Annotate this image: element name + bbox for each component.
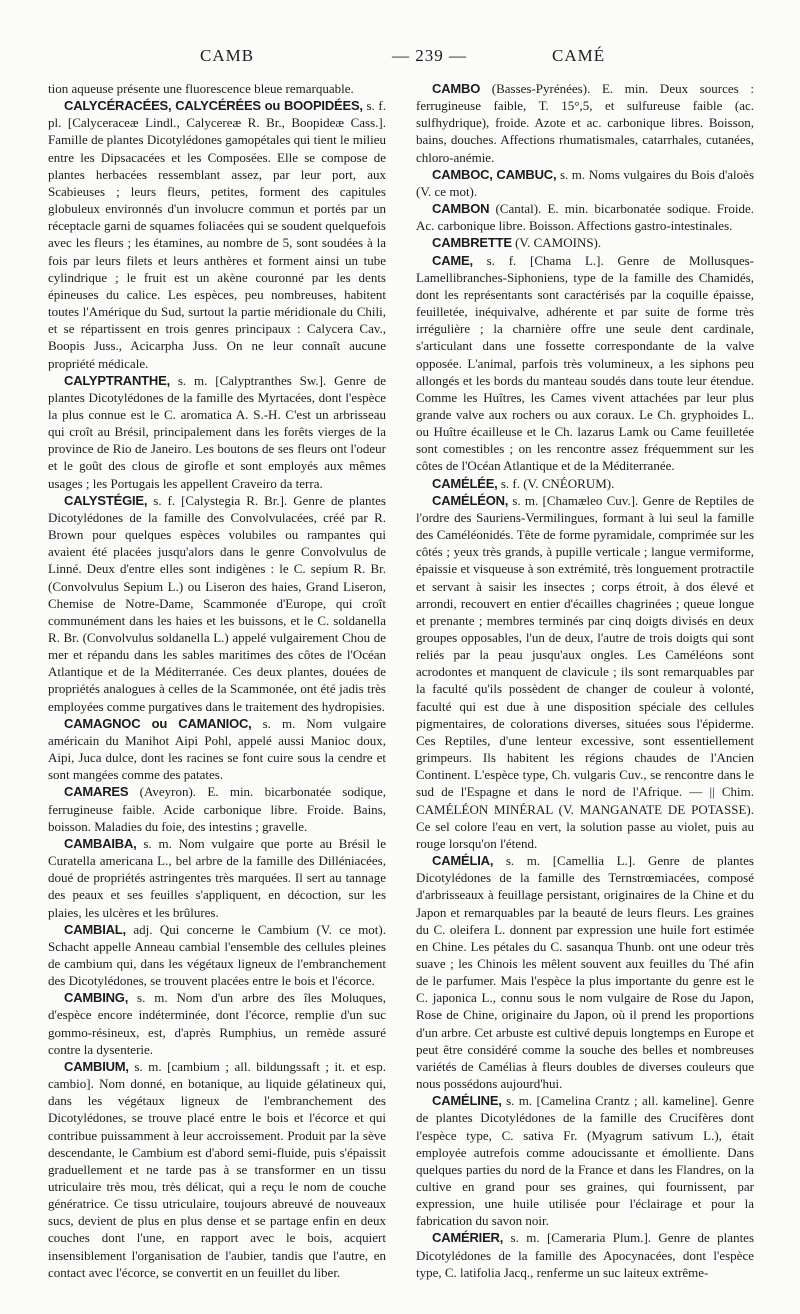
dictionary-entry [416, 492, 754, 852]
entry-text: s. m. [cambium ; all. bildungssaft ; it. et esp. cambio]. Nom donné, en botanique, au liquide gélatineux qui, dans les végétaux ligneux de l'embranchement des Dicotylédones, se trouve placé entre le bois et l'écorce et qui contribue puissamment à leur accroissement. Produit par la sève descendante, le Cambium est d'abord semi-fluide, puis s'épaissit graduellement et ne tarde pas à se transformer en un tissu utriculaire très mou, très délicat, qui a reçu le nom de couche génératrice. Ce tissu utriculaire, toujours abreuvé de nouveaux sucs, devient de plus en plus dense et se partage enfin en deux couches dont l'une, en rapport avec le bois, acquiert insensiblement l'organisation de l'aubier, tandis que l'autre, en contact avec l'écorce, se convertit en un feuillet du liber. [48, 1058, 386, 1280]
entry-headword: CAMÉRIER, [432, 1230, 504, 1246]
dictionary-entry [416, 852, 754, 1092]
entry-headword: CAMBING, [64, 990, 129, 1006]
dictionary-entry [416, 475, 754, 492]
dictionary-entry [416, 1092, 754, 1229]
page-number: — 239 — [392, 46, 467, 65]
dictionary-entry [48, 80, 386, 97]
entry-headword: CAMÉLIA, [432, 853, 494, 869]
dictionary-entry [48, 989, 386, 1058]
entry-text: s. m. Nom vulgaire américain du Manihot Aipi Pohl, appelé aussi Manioc doux, Aipi, Juca dulce, dont les racines se font cuire sous la cendre et sont mangées comme des patates. [48, 715, 386, 783]
entry-headword: CAMÉLÉE, [432, 475, 498, 491]
dictionary-entry [416, 166, 754, 200]
entry-text: adj. Qui concerne le Cambium (V. ce mot). Schacht appelle Anneau cambial l'ensemble des cellules pleines de cambium qui, dans les végétaux ligneux de l'embranchement des Dicotylédones, se trouvent placées entre le bois et l'écorce. [48, 921, 386, 989]
entry-headword: CAMBO [432, 81, 481, 96]
entry-headword: CAMBON [432, 201, 490, 217]
entry-headword: CAMBIAL, [64, 921, 126, 937]
entry-headword: CAMÉLINE, [432, 1093, 502, 1109]
running-head-right: CAMÉ [552, 46, 606, 65]
dictionary-entry [416, 252, 754, 475]
entry-text: s. f. (V. CNÉORUM). [500, 475, 615, 491]
entry-text: (Basses-Pyrénées). E. min. Deux sources : ferrugineuse faible, T. 15°,5, et sulfureuse faible (ac. sulfhydrique), froide. Azote et ac. carbonique libres. Boisson, bains, douches. Affections rhumatismales, catarrhales, cutanées, chloro-anémie. [416, 81, 754, 165]
entry-text: s. m. Nom vulgaire que porte au Brésil le Curatella americana L., bel arbre de la famille des Dilléniacées, doué de propriétés astringentes très marquées. Il sert au tannage des peaux et ses feuilles s'appliquent, en décoction, sur les plaies, les ulcères et les brûlures. [48, 835, 387, 920]
dictionary-entry [48, 921, 386, 990]
entry-text: s. m. Nom d'un arbre des îles Moluques, d'espèce encore indéterminée, dont l'écorce, remplie d'un suc gommo-résineux, est, d'après Rumphius, un remède assuré contre la dysenterie. [48, 990, 387, 1057]
entry-headword: CAMBRETTE [432, 235, 512, 251]
entry-headword: CAMARES [64, 784, 129, 800]
entry-text: s. m. [Camelina Crantz ; all. kameline]. Genre de plantes Dicotylédones de la famille des Crucifères dont l'espèce type, C. sativa Fr. (Myagrum sativum L.), était employée autrefois comme adoucissante et émolliente. Dans quelques parties du nord de la France et dans les Flandres, on la cultive en grand pour ses graines, qui fournissent, par expression, une huile utilisée pour l'éclairage et pour la fabrication du savon noir. [416, 1093, 754, 1229]
dictionary-entry [416, 80, 754, 166]
entry-headword: CAME, [432, 252, 473, 268]
running-head-left: CAMB [200, 46, 255, 65]
entry-headword: CAMBOC, CAMBUC, [432, 166, 557, 182]
entry-text: (V. CAMOINS). [515, 235, 602, 251]
dictionary-entry [48, 783, 386, 834]
dictionary-entry [48, 715, 386, 784]
entry-text: s. m. [Cameraria Plum.]. Genre de plantes Dicotylédones de la famille des Apocynacées, dont l'espèce type, C. latifolia Jacq., renferme un suc laiteux extrême- [416, 1230, 755, 1280]
entry-text: s. m. [Camellia L.]. Genre de plantes Dicotylédones de la famille des Ternstrœmiacées, composé d'arbrisseaux à feuillage persistant, originaires de la Chine et du Japon et remarquables par la beauté de leurs fleurs. Les graines du C. oleifera L. donnent par expression une huile fort estimée en Chine. Les pétales du C. sasanqua Thunb. ont une odeur très suave ; les Chinois les mêlent souvent aux feuilles du Thé afin de le parfumer. Mais l'espèce la plus importante du genre est le C. japonica L., connu sous le nom vulgaire de Rose du Japon, Rose de Chine, originaire du Japon, où il prend les proportions d'un arbre. Cet arbuste est cultivé depuis longtemps en Europe et peut être considéré comme la souche des belles et nombreuses variétés de Camélias à fleurs doubles de diverses couleurs que nous possédons aujourd'hui. [416, 853, 754, 1092]
entry-text: s. f. [Calystegia R. Br.]. Genre de plantes Dicotylédones de la famille des Convolvulacées, créé par R. Brown pour quelques espèces volubiles ou rampantes qui avaient été placées jusqu'alors dans le genre Convolvulus de Linné. Deux d'entre elles sont indigènes : le C. sepium R. Br. (Convolvulus Sepium L.) ou Liseron des haies, Grand Liseron, Chemise de Notre-Dame, Scammonée d'Europe, qui croît communément dans les haies et les buissons, et le C. soldanella R. Br. (Convolvulus soldanella L.) appelé vulgairement Chou de mer et répandu dans les sables maritimes des côtes de l'Océan Atlantique et de la Méditerranée. Ces deux plantes, douées de propriétés analogues à celles de la Scammonée, ont été jadis très employées comme purgatives dans le traitement des hydropisies. [48, 492, 386, 714]
entry-headword: CAMBAIBA, [64, 835, 137, 851]
entry-text: s. m. [Calyptranthes Sw.]. Genre de plantes Dicotylédones de la famille des Myrtacées, dont l'espèce la plus connue est le C. aromatica A. S.-H. C'est un arbrisseau qui croît au Brésil, principalement dans les forêts vierges de la province de Rio de Janeiro. Les boutons de ses fleurs ont l'odeur et le goût des clous de girofle et sont employés aux mêmes usages ; les Portugais les appellent Craveiro da terra. [48, 372, 387, 491]
dictionary-entry [48, 97, 386, 372]
entry-headword: CALYCÉRACÉES, CALYCÉRÉES ou BOOPIDÉES, [64, 98, 363, 114]
running-head [48, 46, 748, 72]
dictionary-entry [416, 200, 754, 234]
entry-headword: CAMAGNOC ou CAMANIOC, [64, 715, 252, 731]
entry-text: s. f. [Chama L.]. Genre de Mollusques-Lamellibranches-Siphoniens, type de la famille des Chamidés, dont les représentants sont caractérisés par la coquille épaisse, feuilletée, inéquivalve, adhérente et par suite de forme très irrégulière ; la charnière offre une seule dent cardinale, s'articulant dans une fossette correspondante de la valve opposée. L'animal, parfois très volumineux, a les siphons peu allongés et les bords du manteau soudés dans toute leur étendue. Comme les Huîtres, les Cames vivent attachées par leur plus grande valve aux rochers ou aux coraux. Le Ch. gryphoides L. ou Huître écailleuse et le Ch. lazarus Lamk ou Came feuilletée sont comestibles ; on les rencontre assez fréquemment sur les côtes de l'Océan Atlantique et de la Méditerranée. [416, 252, 755, 474]
entry-text: tion aqueuse présente une fluorescence bleue remarquable. [48, 81, 354, 96]
entry-headword: CALYSTÉGIE, [64, 492, 148, 508]
dictionary-entry [48, 835, 386, 921]
entry-text: (Cantal). E. min. bicarbonatée sodique. Froide. Ac. carbonique libre. Boisson. Affections gastro-intestinales. [416, 201, 755, 234]
left-column [48, 80, 387, 1280]
entry-text: s. f. pl. [Calyceraceæ Lindl., Calycereæ R. Br., Boopideæ Cass.]. Famille de plantes Dicotylédones gamopétales qui tient le milieu entre les Dipsacacées et les Composées. Elle se compose de plantes herbacées ressemblant assez, par leur port, aux Scabieuses ; leurs fleurs, petites, forment des capitules globuleux environnés d'un involucre commun et portés par un réceptacle garni de squames foliacées qui se soudent quelquefois avec les fleurs ; les étamines, au nombre de 5, sont soudées à la fois par leurs filets et leurs anthères et forment ainsi un tube cylindrique ; le fruit est un akène couronné par les dents épineuses du calice. Les espèces, peu nombreuses, habitent toutes l'Amérique du Sud, surtout la partie méridionale du Chili, et se répartissent en trois genres principaux : Calycera Cav., Boopis Juss., Acicarpha Juss. On ne leur connaît aucune propriété médicale. [48, 98, 386, 371]
entry-headword: CAMBIUM, [64, 1058, 129, 1074]
dictionary-entry [48, 492, 386, 715]
dictionary-entry [416, 234, 754, 251]
entry-headword: CALYPTRANTHE, [64, 372, 170, 388]
entry-text: s. m. [Chamæleo Cuv.]. Genre de Reptiles de l'ordre des Sauriens-Vermilingues, formant à lui seul la famille des Caméléonidés. Tête de forme pyramidale, comprimée sur les côtés ; yeux très grands, à pupille verticale ; langue vermiforme, épaissie et visqueuse à son extrémité, très longuement protractile et servant à saisir les insectes ; corps étroit, à dos élevé et arrondi, recouvert en entier d'écailles chagrinées ; queue longue et prenante ; membres terminés par cinq doigts divisés en deux groupes opposables, l'un de deux, l'autre de trois doigts qui sont reliés par la peau jusqu'aux ongles. Les Caméléons sont acrodontes et manquent de clavicule ; ils sont remarquables par la faculté qu'ils possèdent de changer de couleur à volonté, faculté qui est due à une disposition spéciale des cellules pigmentaires, de colorations diverses, situées sous l'épiderme. Ces Reptiles, d'une lenteur excessive, sont essentiellement grimpeurs. Ils habitent les régions chaudes de l'Ancien Continent. L'espèce type, Ch. vulgaris Cuv., se rencontre dans le sud de l'Espagne et dans le nord de l'Afrique. — || Chim. CAMÉLÉON MINÉRAL (V. MANGANATE DE POTASSE). Ce sel colore l'eau en vert, la solution passe au violet, puis au rouge lorsqu'on l'étend. [416, 492, 754, 851]
right-column [416, 80, 755, 1280]
entry-text: (Aveyron). E. min. bicarbonatée sodique, ferrugineuse faible. Acide carbonique libre. Froide. Bains, boisson. Maladies du foie, des intestins ; gravelle. [48, 784, 386, 834]
dictionary-entry [48, 1058, 386, 1281]
text-columns [48, 80, 756, 1280]
dictionary-entry [48, 372, 386, 492]
entry-text: s. m. Noms vulgaires du Bois d'aloès (V. ce mot). [416, 166, 754, 199]
entry-headword: CAMÉLÉON, [432, 492, 509, 508]
dictionary-entry [416, 1229, 754, 1280]
